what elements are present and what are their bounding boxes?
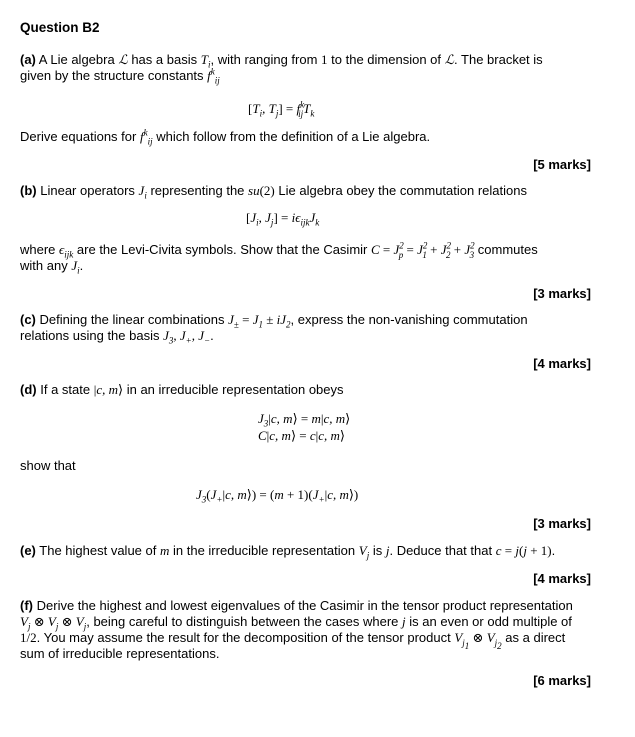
- part-a-marks: [5 marks]: [533, 157, 591, 172]
- equation-commutation: [$J_i$, $J_j] = i\epsilon_{ijk}J_k$: [246, 210, 320, 228]
- part-e-text: (e) The highest value of m in the irreducible representation $V_j$ is j. Deduce that that c = j(j + 1).: [20, 543, 556, 561]
- equation-structure-constants: [$T_i$, $T_j] = f^k_{ij}T_k$: [248, 99, 315, 119]
- part-d-marks: [3 marks]: [533, 516, 591, 531]
- part-a-derive: Derive equations for $f^k_{ij}$ which follow from the definition of a Lie algebra.: [20, 127, 431, 147]
- equation-raising: $J_3(J_+|c$, m⟩) = $(m + 1)(J_+|c$, m⟩): [196, 487, 359, 505]
- part-d-show: show that: [20, 458, 76, 473]
- equation-casimir-eigen: C|c, m⟩ = c|c, m⟩: [258, 428, 345, 443]
- part-d-text: (d) If a state |c, m⟩ in an irreducible representation obeys: [20, 382, 344, 397]
- part-a-text: (a) A Lie algebra ℒ has a basis $T_i$, with ranging from 1 to the dimension of ℒ. The bracket is given by the structure constants $f^k_{ij}$: [20, 52, 543, 86]
- question-title: Question B2: [20, 20, 100, 35]
- part-e-marks: [4 marks]: [533, 571, 591, 586]
- part-f-marks: [6 marks]: [533, 673, 591, 688]
- part-c-text: (c) Defining the linear combinations $J_\pm = J_1 \pm iJ_2$, express the non-vanishing commutation relations using the basis $J_3$, $J_+$, $J_-$.: [20, 312, 528, 346]
- part-f-text: (f) Derive the highest and lowest eigenvalues of the Casimir in the tensor product representation $V_j$ ⊗ $V_j$ ⊗ $V_j$, being careful to distinguish between the cases where j is an even or odd multiple of 1/2. You may assume the result for the decomposition of the tensor product $V_{j_1}$ ⊗ $V_{j_2}$ as a direct sum of irreducible representations.: [20, 598, 573, 661]
- equation-j3-eigen: $J_3|c$, m⟩ = m|c, m⟩: [258, 411, 351, 429]
- part-c-marks: [4 marks]: [533, 356, 591, 371]
- part-b-marks: [3 marks]: [533, 286, 591, 301]
- part-b-text: (b) Linear operators $J_i$ representing the su(2) Lie algebra obey the commutation relations: [20, 183, 527, 201]
- part-b-casimir: where $\epsilon_{ijk}$ are the Levi-Civita symbols. Show that the Casimir $C = J^2_p = J^2_1 + J^2_2 + J^2_3$ commutes with any $J_i$.: [20, 240, 538, 276]
